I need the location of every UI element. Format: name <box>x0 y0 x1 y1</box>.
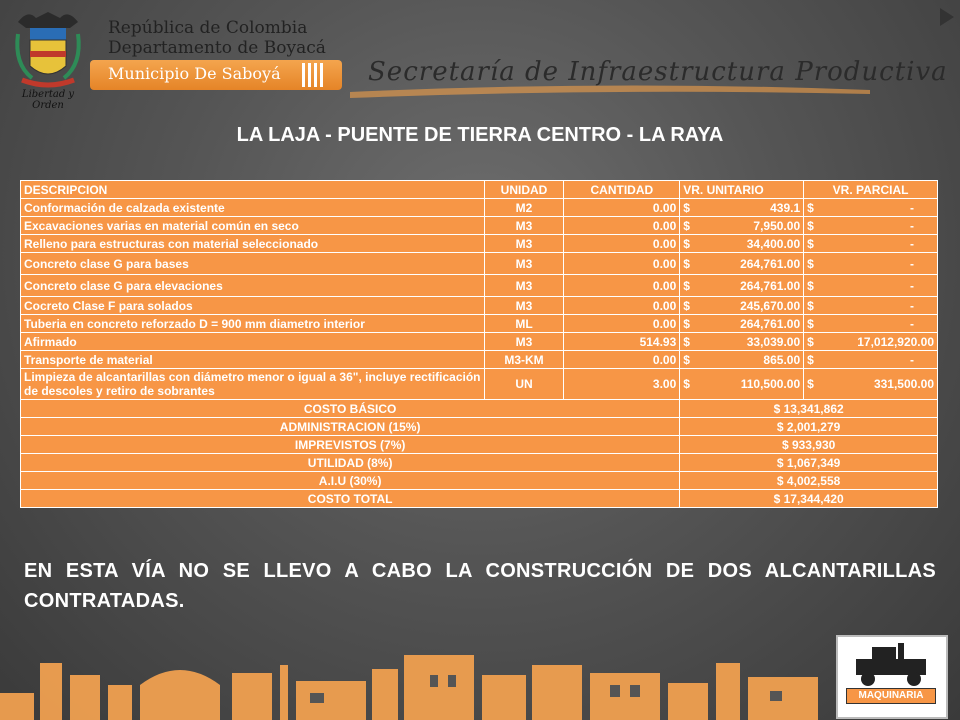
currency-symbol: $ <box>807 316 814 331</box>
amount: 264,761.00 <box>740 316 801 331</box>
partial-value-cell <box>804 351 938 369</box>
unit-cell: M3 <box>484 217 564 235</box>
quantity-cell: 0.00 <box>564 253 680 275</box>
unit-price-cell <box>680 333 804 351</box>
column-header: VR. UNITARIO <box>680 181 804 199</box>
observation-note: EN ESTA VÍA NO SE LLEVO A CABO LA CONSTRUCCIÓN DE DOS ALCANTARILLAS CONTRATADAS. <box>24 560 936 612</box>
amount: - <box>910 298 914 313</box>
machinery-logo <box>836 635 948 719</box>
summary-label: IMPREVISTOS (7%) <box>21 436 680 454</box>
amount: - <box>910 200 914 215</box>
currency-symbol: $ <box>807 352 814 367</box>
amount: 264,761.00 <box>740 256 801 271</box>
summary-value: $ 2,001,279 <box>680 418 938 436</box>
column-header: UNIDAD <box>484 181 564 199</box>
amount: - <box>910 278 914 293</box>
partial-value-cell <box>804 217 938 235</box>
summary-row <box>21 400 938 418</box>
machinery-icon <box>838 637 946 687</box>
unit-cell: M3 <box>484 253 564 275</box>
summary-value: $ 17,344,420 <box>680 490 938 508</box>
amount: 264,761.00 <box>740 278 801 293</box>
currency-symbol: $ <box>683 256 690 271</box>
unit-price-cell <box>680 351 804 369</box>
currency-symbol: $ <box>807 377 814 391</box>
table-row <box>21 199 938 217</box>
table-row <box>21 369 938 400</box>
amount: 34,400.00 <box>746 236 801 251</box>
currency-symbol: $ <box>807 278 814 293</box>
currency-symbol: $ <box>807 298 814 313</box>
amount: 110,500.00 <box>740 377 801 391</box>
country-name: República de Colombia <box>108 18 308 38</box>
summary-row <box>21 418 938 436</box>
table-row <box>21 217 938 235</box>
description-cell: Limpieza de alcantarillas con diámetro menor o igual a 36", incluye rectificación de descoles y retiro de sobrantes <box>21 369 485 400</box>
partial-value-cell <box>804 315 938 333</box>
currency-symbol: $ <box>807 236 814 251</box>
quantity-cell: 0.00 <box>564 235 680 253</box>
quantity-cell: 0.00 <box>564 297 680 315</box>
quantity-cell: 3.00 <box>564 369 680 400</box>
unit-price-cell <box>680 253 804 275</box>
table-row <box>21 297 938 315</box>
description-cell: Concreto clase G para bases <box>21 253 485 275</box>
description-cell: Cocreto Clase F para solados <box>21 297 485 315</box>
unit-price-cell <box>680 369 804 400</box>
description-cell: Tuberia en concreto reforzado D = 900 mm diametro interior <box>21 315 485 333</box>
partial-value-cell <box>804 253 938 275</box>
unit-cell: M3 <box>484 333 564 351</box>
summary-label: A.I.U (30%) <box>21 472 680 490</box>
summary-label: UTILIDAD (8%) <box>21 454 680 472</box>
amount: - <box>910 218 914 233</box>
currency-symbol: $ <box>683 298 690 313</box>
unit-price-cell <box>680 315 804 333</box>
description-cell: Conformación de calzada existente <box>21 199 485 217</box>
summary-row <box>21 490 938 508</box>
currency-symbol: $ <box>807 256 814 271</box>
description-cell: Afirmado <box>21 333 485 351</box>
summary-value: $ 4,002,558 <box>680 472 938 490</box>
unit-price-cell <box>680 297 804 315</box>
quantity-cell: 514.93 <box>564 333 680 351</box>
summary-row <box>21 436 938 454</box>
table-row <box>21 235 938 253</box>
town-skyline-graphic <box>0 645 830 720</box>
currency-symbol: $ <box>807 200 814 215</box>
summary-label: COSTO TOTAL <box>21 490 680 508</box>
currency-symbol: $ <box>683 218 690 233</box>
page-title: LA LAJA - PUENTE DE TIERRA CENTRO - LA RAYA <box>236 124 724 146</box>
partial-value-cell <box>804 199 938 217</box>
table-row <box>21 275 938 297</box>
currency-symbol: $ <box>683 352 690 367</box>
amount: 7,950.00 <box>753 218 801 233</box>
unit-cell: M3 <box>484 297 564 315</box>
amount: 245,670.00 <box>740 298 801 313</box>
unit-price-cell <box>680 275 804 297</box>
department-name: Departamento de Boyacá <box>108 38 326 58</box>
table-header-row <box>21 181 938 199</box>
amount: - <box>910 256 914 271</box>
budget-table <box>20 180 938 508</box>
table-row <box>21 253 938 275</box>
header <box>0 0 960 110</box>
unit-cell: M3-KM <box>484 351 564 369</box>
currency-symbol: $ <box>807 334 814 349</box>
column-header: VR. PARCIAL <box>804 181 938 199</box>
slide-arrow-icon <box>940 8 954 26</box>
quantity-cell: 0.00 <box>564 315 680 333</box>
quantity-cell: 0.00 <box>564 275 680 297</box>
summary-label: ADMINISTRACION (15%) <box>21 418 680 436</box>
amount: - <box>910 316 914 331</box>
amount: - <box>910 352 914 367</box>
partial-value-cell <box>804 297 938 315</box>
secretaria-title: Secretaría de Infraestructura Productiva <box>368 57 948 87</box>
partial-value-cell <box>804 333 938 351</box>
summary-value: $ 13,341,862 <box>680 400 938 418</box>
unit-price-cell <box>680 235 804 253</box>
quantity-cell: 0.00 <box>564 199 680 217</box>
table-row <box>21 351 938 369</box>
municipio-name: Municipio De Saboyá <box>108 64 281 83</box>
currency-symbol: $ <box>683 236 690 251</box>
unit-cell: M3 <box>484 235 564 253</box>
summary-label: COSTO BÁSICO <box>21 400 680 418</box>
partial-value-cell <box>804 235 938 253</box>
stripes-icon <box>296 60 336 90</box>
description-cell: Concreto clase G para elevaciones <box>21 275 485 297</box>
unit-cell: M2 <box>484 199 564 217</box>
column-header: CANTIDAD <box>564 181 680 199</box>
summary-row <box>21 454 938 472</box>
description-cell: Relleno para estructuras con material seleccionado <box>21 235 485 253</box>
currency-symbol: $ <box>683 334 690 349</box>
summary-value: $ 933,930 <box>680 436 938 454</box>
quantity-cell: 0.00 <box>564 351 680 369</box>
amount: 439.1 <box>770 200 801 215</box>
unit-price-cell <box>680 217 804 235</box>
amount: 33,039.00 <box>746 334 801 349</box>
currency-symbol: $ <box>683 278 690 293</box>
crest-motto: Libertad y Orden <box>21 89 75 111</box>
partial-value-cell <box>804 369 938 400</box>
summary-value: $ 1,067,349 <box>680 454 938 472</box>
description-cell: Transporte de material <box>21 351 485 369</box>
machinery-label: MAQUINARIA <box>846 688 936 704</box>
unit-cell: ML <box>484 315 564 333</box>
unit-cell: M3 <box>484 275 564 297</box>
table-row <box>21 315 938 333</box>
unit-price-cell <box>680 199 804 217</box>
amount: 17,012,920.00 <box>857 334 934 349</box>
currency-symbol: $ <box>683 200 690 215</box>
amount: - <box>910 236 914 251</box>
description-cell: Excavaciones varias en material común en seco <box>21 217 485 235</box>
currency-symbol: $ <box>807 218 814 233</box>
amount: 331,500.00 <box>873 377 934 391</box>
currency-symbol: $ <box>683 316 690 331</box>
amount: 865.00 <box>763 352 801 367</box>
currency-symbol: $ <box>683 377 690 391</box>
quantity-cell: 0.00 <box>564 217 680 235</box>
summary-row <box>21 472 938 490</box>
partial-value-cell <box>804 275 938 297</box>
table-row <box>21 333 938 351</box>
unit-cell: UN <box>484 369 564 400</box>
column-header: DESCRIPCION <box>21 181 485 199</box>
